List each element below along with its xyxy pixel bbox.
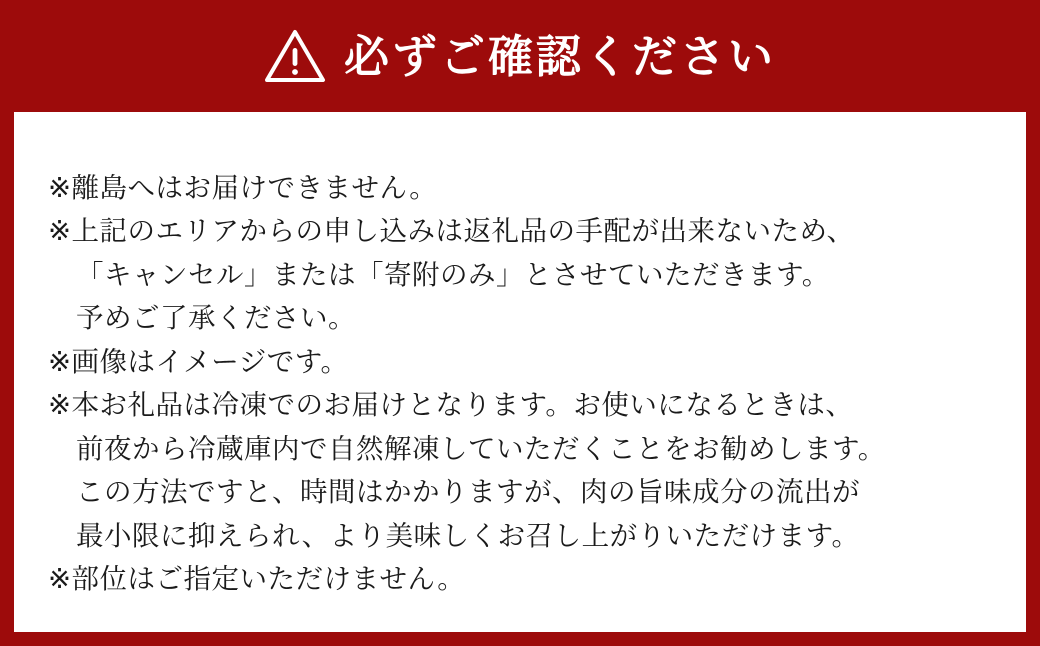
notice-line: ※部位はご指定いただけません。	[48, 562, 466, 594]
notice-line: ※離島へはお届けできません。	[48, 172, 438, 203]
notice-line: ※画像はイメージです。	[48, 345, 349, 377]
notice-line: 最小限に抑えられ、より美味しくお召し上がりいただけます。	[76, 519, 860, 551]
notice-line: ※本お礼品は冷凍でのお届けとなります。お使いになるときは、	[48, 389, 854, 421]
notice-header	[0, 0, 1040, 112]
warning-triangle-icon	[264, 28, 326, 84]
notice-line: 「キャンセル」または「寄附のみ」とさせていただきます。	[76, 258, 830, 290]
notice-line: 予めご了承ください。	[76, 302, 356, 334]
notice-line: ※上記のエリアからの申し込みは返礼品の手配が出来ないため、	[48, 215, 855, 247]
notice-line: この方法ですと、時間はかかりますが、肉の旨味成分の流出が	[76, 476, 860, 508]
page-title: 必ずご確認ください	[343, 30, 776, 82]
notice-line: 前夜から冷蔵庫内で自然解凍していただくことをお勧めします。	[76, 432, 886, 464]
notice-body	[14, 126, 1026, 632]
notice-list	[48, 166, 992, 600]
